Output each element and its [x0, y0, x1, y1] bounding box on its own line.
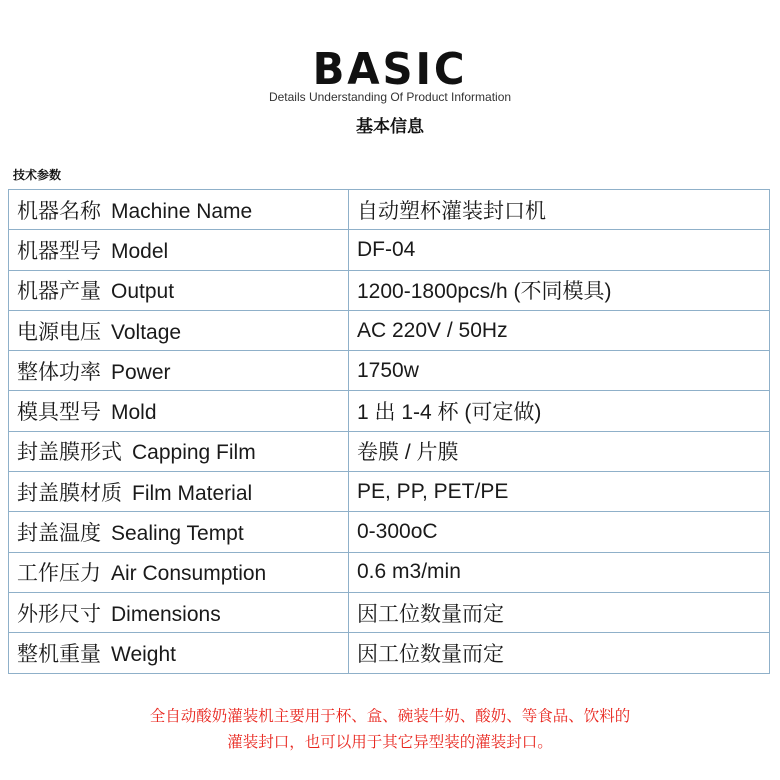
spec-value: 0.6 m3/min [349, 552, 770, 592]
spec-label [9, 431, 349, 471]
table-row [9, 431, 770, 471]
spec-label [9, 472, 349, 512]
spec-label [9, 592, 349, 632]
spec-label [9, 552, 349, 592]
section-label: 技术参数 [13, 168, 62, 182]
spec-label-en: Film Material [132, 481, 253, 505]
spec-label-en: Voltage [111, 320, 182, 344]
spec-value: 1750w [349, 351, 770, 391]
spec-label [9, 230, 349, 270]
spec-value: 因工位数量而定 [349, 633, 770, 673]
spec-value: 1 出 1-4 杯 (可定做) [349, 391, 770, 431]
spec-value: DF-04 [349, 230, 770, 270]
spec-label-cn: 工作压力 [17, 561, 101, 586]
spec-label-cn: 机器名称 [17, 198, 101, 223]
spec-label [9, 512, 349, 552]
spec-value: 1200-1800pcs/h (不同模具) [349, 270, 770, 310]
spec-label-cn: 整机重量 [17, 641, 101, 666]
spec-label-cn: 整体功率 [17, 359, 101, 384]
spec-label-cn: 电源电压 [17, 319, 101, 344]
table-row [9, 552, 770, 592]
spec-label-cn: 外形尺寸 [17, 601, 101, 626]
spec-label-cn: 封盖膜材质 [17, 480, 122, 505]
specs-table [8, 189, 770, 674]
spec-label [9, 310, 349, 350]
table-row [9, 351, 770, 391]
footer-note [0, 703, 780, 755]
spec-label-cn: 机器型号 [17, 238, 101, 263]
table-row [9, 310, 770, 350]
spec-value: 0-300oC [349, 512, 770, 552]
spec-label-en: Model [111, 239, 169, 263]
table-row [9, 472, 770, 512]
spec-label [9, 351, 349, 391]
spec-label-cn: 模具型号 [17, 400, 101, 425]
footer-line-1: 全自动酸奶灌装机主要用于杯、盒、碗装牛奶、酸奶、等食品、饮料的 [149, 707, 631, 725]
page-subtitle: Details Understanding Of Product Information [268, 90, 512, 104]
spec-label [9, 270, 349, 310]
spec-label-en: Power [111, 360, 171, 384]
spec-value: AC 220V / 50Hz [349, 310, 770, 350]
spec-label [9, 391, 349, 431]
table-row [9, 270, 770, 310]
spec-label-en: Output [111, 280, 175, 304]
spec-label-cn: 封盖温度 [17, 521, 101, 546]
table-row [9, 391, 770, 431]
spec-value: 卷膜 / 片膜 [349, 431, 770, 471]
spec-label-en: Weight [111, 642, 176, 666]
footer-line-2: 灌装封口，也可以用于其它异型装的灌装封口。 [227, 733, 553, 751]
spec-label-en: Sealing Tempt [111, 522, 244, 546]
spec-value: PE, PP, PET/PE [349, 472, 770, 512]
table-row [9, 592, 770, 632]
spec-label-en: Machine Name [111, 199, 253, 223]
table-row [9, 230, 770, 270]
spec-label [9, 633, 349, 673]
table-row [9, 190, 770, 230]
spec-label [9, 190, 349, 230]
spec-label-en: Dimensions [111, 602, 221, 626]
basic-logo: BASIC [312, 44, 468, 95]
table-row [9, 633, 770, 673]
spec-value: 因工位数量而定 [349, 592, 770, 632]
spec-label-en: Air Consumption [111, 562, 267, 586]
spec-label-en: Capping Film [132, 441, 256, 465]
spec-label-cn: 封盖膜形式 [17, 440, 122, 465]
spec-label-en: Mold [111, 401, 157, 425]
spec-label-cn: 机器产量 [17, 279, 101, 304]
table-row [9, 512, 770, 552]
page-title: 基本信息 [356, 117, 424, 137]
spec-value: 自动塑杯灌装封口机 [349, 190, 770, 230]
